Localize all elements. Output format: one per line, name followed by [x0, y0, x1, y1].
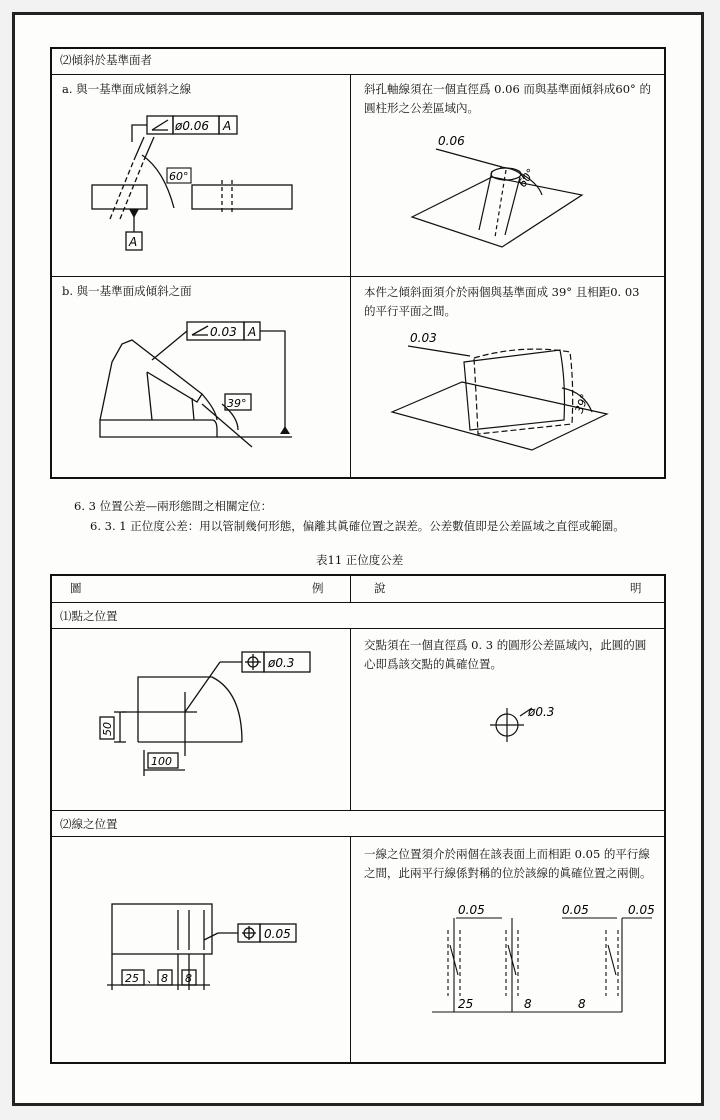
dim-vertical: 50	[101, 722, 114, 736]
parallel-planes-figure	[352, 322, 664, 472]
figure-dim-25: 25	[458, 997, 474, 1011]
section-label: ⑵傾斜於基準面者	[60, 53, 152, 67]
frame-value: ø0.06	[175, 119, 210, 133]
dim-8a: 8	[161, 972, 168, 985]
figure-dim-8a: 8	[524, 997, 532, 1011]
dim-horizontal: 100	[151, 755, 172, 768]
datum-triangle	[280, 426, 290, 434]
figure-value-1: 0.05	[458, 903, 485, 917]
header-explain-end: 明	[630, 581, 642, 595]
inclined-surface-drawing	[52, 312, 348, 462]
row-a-label: a. 與一基準面成傾斜之線	[62, 82, 192, 96]
figure-dim-8b: 8	[578, 997, 586, 1011]
row-b-label: b. 與一基準面成傾斜之面	[62, 284, 192, 298]
angle-label: 39°	[227, 397, 247, 410]
header-figure: 圖	[70, 581, 82, 595]
frame-value: 0.05	[264, 927, 291, 941]
divider	[350, 836, 351, 1064]
table-caption: 表11 正位度公差	[316, 553, 404, 567]
divider	[50, 810, 666, 811]
line-tolerance-figure	[352, 900, 664, 1025]
divider	[50, 628, 666, 629]
row2-description: 一線之位置須介於兩個在該表面上而相距 0.05 的平行線之間，此兩平行線係對稱的位於該線的眞確位置之兩側。	[364, 847, 652, 880]
frame-value: 0.03	[210, 325, 237, 339]
header-explain: 說	[374, 581, 386, 595]
row-b-description: 本件之傾斜面須介於兩個與基準面成 39° 且相距0. 03 的平行平面之間。	[364, 285, 640, 318]
figure-value: ø0.3	[528, 705, 555, 719]
angle-label: 60°	[169, 170, 189, 183]
row1-label: ⑴點之位置	[60, 609, 118, 623]
figure-angle: 39°	[572, 392, 592, 416]
datum-label: A	[129, 235, 138, 249]
divider	[350, 74, 351, 479]
datum-triangle	[129, 209, 139, 218]
cylinder-tolerance-figure	[352, 125, 664, 273]
row1-description: 交點須在一個直徑爲 0. 3 的圓形公差區域內，此圓的圓心即爲該交點的眞確位置。	[364, 638, 647, 671]
section-definition: 6. 3. 1 正位度公差：用以管制幾何形態，偏離其眞確位置之誤差。公差數值即是公差區域之直徑或範圍。	[90, 519, 625, 533]
frame-datum: A	[248, 325, 257, 339]
divider	[50, 74, 666, 75]
divider	[350, 574, 351, 602]
figure-angle: 60°	[515, 166, 538, 190]
inclined-line-drawing	[52, 100, 348, 272]
line-position-drawing	[52, 840, 348, 1020]
row-a-description: 斜孔軸線須在一個直徑爲 0.06 而與基準面傾斜成60° 的圓柱形之公差區域內。	[364, 82, 651, 115]
section-heading: 6. 3 位置公差—兩形態間之相關定位：	[74, 499, 273, 513]
dim-separator: 、	[147, 972, 158, 985]
row2-label: ⑵線之位置	[60, 817, 118, 831]
figure-value-2: 0.05	[562, 903, 589, 917]
dim-8b: 8	[185, 972, 192, 985]
header-example: 例	[312, 581, 324, 595]
figure-value: 0.06	[438, 134, 465, 148]
dim-25: 25	[125, 972, 139, 985]
frame-datum: A	[223, 119, 232, 133]
divider	[50, 836, 666, 837]
divider	[350, 628, 351, 810]
divider	[50, 276, 666, 277]
point-position-drawing	[52, 632, 348, 808]
figure-value: 0.03	[410, 331, 437, 345]
frame-value: ø0.3	[268, 656, 295, 670]
divider	[50, 602, 666, 603]
figure-value-3: 0.05	[628, 903, 655, 917]
point-tolerance-figure	[352, 680, 664, 790]
